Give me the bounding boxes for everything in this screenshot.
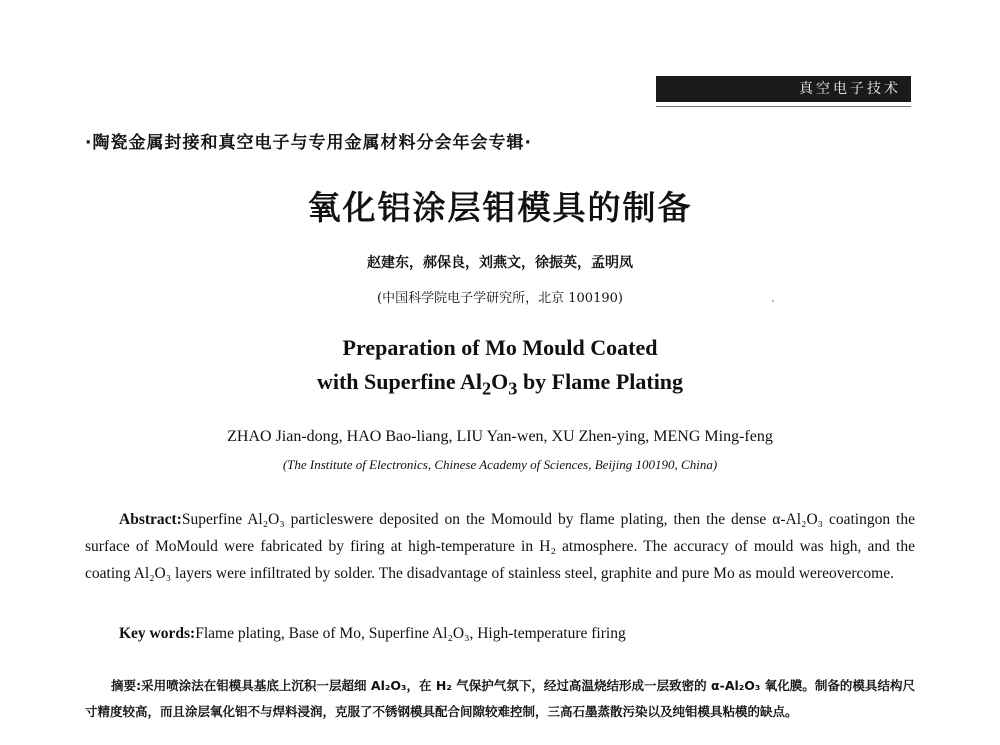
journal-name-banner: 真空电子技术 bbox=[656, 76, 911, 102]
title-subscript-1: 2 bbox=[481, 378, 492, 399]
title-line2-post: by Flame Plating bbox=[522, 369, 684, 394]
authors-chinese: 赵建东，郝保良，刘燕文，徐振英，孟明凤 bbox=[367, 255, 633, 271]
authors-english: ZHAO Jian-dong, HAO Bao-liang, LIU Yan-wen, XU Zhen-ying, MENG Ming-feng bbox=[227, 428, 773, 445]
title-english-line1: Preparation of Mo Mould Coated bbox=[342, 335, 658, 360]
keywords-english-label: Key words: bbox=[119, 625, 196, 642]
abstract-english bbox=[85, 506, 915, 587]
abstract-chinese-text: 采用喷涂法在钼模具基底上沉积一层超细 Al₂O₃，在 H₂ 气保护气氛下，经过高温烧结形成一层致密的 α-Al₂O₃ 氧化膜。制备的模具结构尺寸精度较高，而且涂层氧化铝不与焊料浸润，克服了不锈钢模具配合间隙较难控制，三高石墨蒸散污染以及纯钼模具粘模的缺点。 bbox=[85, 678, 916, 719]
keywords-english bbox=[119, 620, 919, 647]
abstract-english-label: Abstract: bbox=[119, 511, 182, 528]
title-line2-pre: with Superfine Al bbox=[316, 369, 482, 394]
affiliation-chinese: (中国科学院电子学研究所，北京 100190) bbox=[377, 291, 623, 306]
title-line2-mid: O bbox=[491, 369, 509, 394]
header-rule bbox=[656, 106, 911, 107]
abstract-chinese-label: 摘要: bbox=[111, 678, 142, 693]
page-title-chinese: 氧化铝涂层钼模具的制备 bbox=[307, 188, 693, 227]
title-english-line2 bbox=[0, 365, 1000, 405]
affiliation-english: (The Institute of Electronics, Chinese Academy of Sciences, Beijing 100190, China) bbox=[282, 457, 718, 472]
page-title-english bbox=[0, 331, 1000, 405]
scan-speck bbox=[772, 300, 774, 302]
special-issue-heading: ·陶瓷金属封接和真空电子与专用金属材料分会年会专辑· bbox=[85, 133, 532, 153]
abstract-english-text: Superfine Al₂O₃ particleswere deposited on the Momould by flame plating, then the dense α-Al₂O₃ coatingon the surface of MoMould were fabricated by firing at high-temperature in H₂ atmosphere. The accuracy of mould was high, and the coating Al₂O₃ layers were infiltrated by solder. The disadvantage of stainless steel, graphite and pure Mo as mould wereovercome. bbox=[85, 511, 915, 582]
keywords-english-text: Flame plating, Base of Mo, Superfine Al₂O₃, High-temperature firing bbox=[195, 625, 626, 642]
abstract-chinese bbox=[85, 673, 915, 725]
title-subscript-2: 3 bbox=[508, 378, 518, 399]
